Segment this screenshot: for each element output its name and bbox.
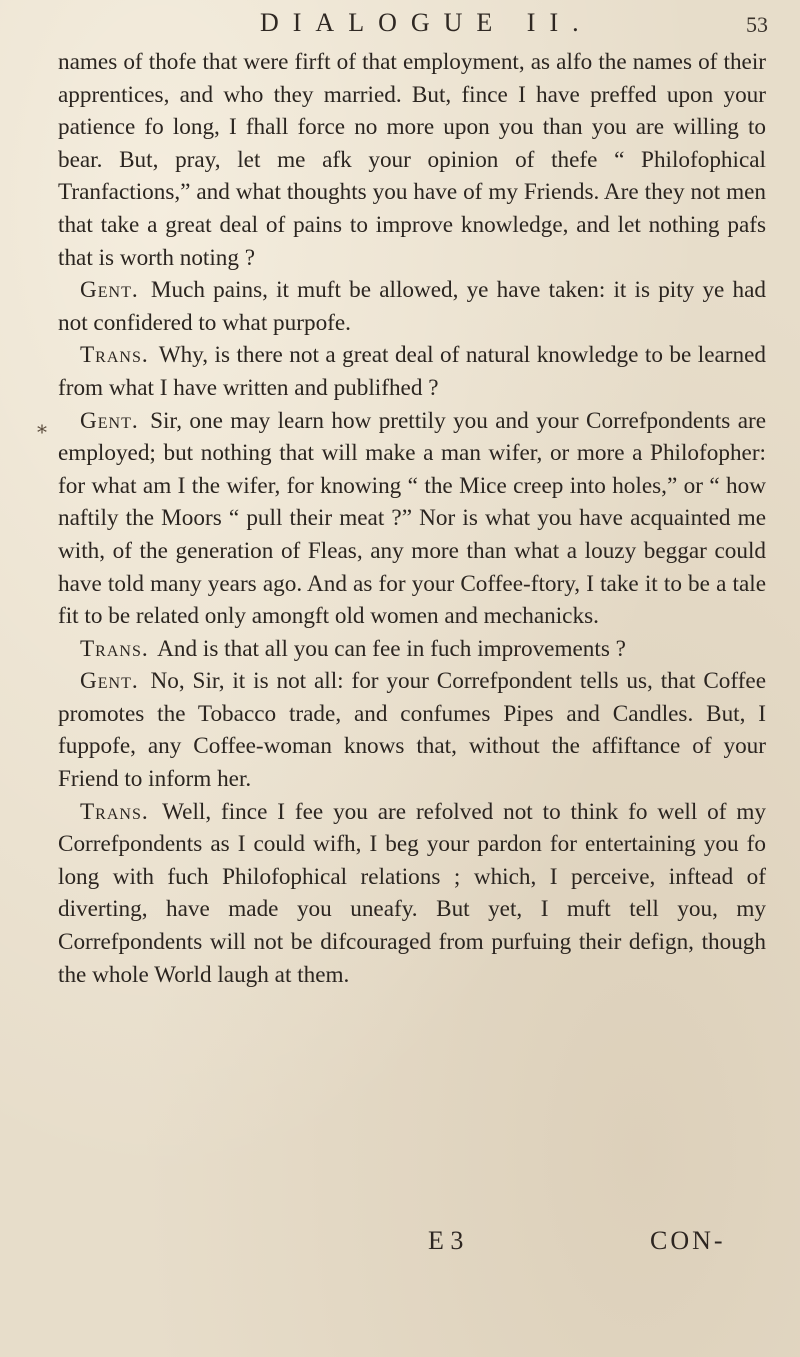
speaker-label: Gent.	[80, 277, 139, 304]
page-number: 53	[746, 12, 768, 37]
paragraph	[58, 339, 766, 404]
speaker-label: Trans.	[80, 635, 149, 662]
catchword: CON-	[650, 1226, 726, 1255]
paragraph-text: Much pains, it muft be allowed, ye have taken: it is pity ye had not confidered to what purpofe.	[58, 277, 767, 336]
paragraph-text: And is that all you can fee in fuch improvements ?	[157, 635, 626, 662]
paragraph-text: Why, is there not a great deal of natural knowledge to be learned from what I have written and publifhed ?	[58, 342, 766, 401]
running-head	[0, 8, 800, 44]
paragraph	[58, 405, 766, 633]
speaker-label: Gent.	[80, 407, 139, 434]
running-title: DIALOGUE II.	[260, 8, 593, 37]
paragraph	[58, 633, 766, 666]
page-footer	[0, 1226, 800, 1266]
speaker-label: Trans.	[80, 342, 149, 369]
speaker-label: Trans.	[80, 798, 149, 825]
body-text	[58, 46, 766, 991]
margin-mark-icon: ⁎	[37, 414, 47, 438]
paragraph-text: names of thofe that were firft of that employment, as alfo the names of their apprentices, and who they married. But, fince I have preffed upon your patience fo long, I fhall force no more upon you than you are willing to bear. But, pray, let me afk your opinion of thefe “ Philofophical Tranfactions,” and what thoughts you have of my Friends. Are they not men that take a great deal of pains to improve knowledge, and let nothing pafs that is worth noting ?	[58, 49, 766, 271]
paragraph	[58, 796, 766, 992]
paragraph-text: No, Sir, it is not all: for your Correfpondent tells us, that Coffee promotes the Tobacco trade, and confumes Pipes and Candles. But, I fuppofe, any Coffee-woman knows that, without the affiftance of your Friend to inform her.	[58, 668, 767, 793]
paragraph	[58, 46, 766, 274]
paragraph	[58, 274, 766, 339]
speaker-label: Gent.	[80, 668, 139, 695]
signature-mark: E 3	[428, 1226, 464, 1255]
paragraph-text: Well, fince I fee you are refolved not to think fo well of my Correfpondents as I could wifh, I beg your pardon for entertaining you fo long with fuch Philofophical relations ; which, I perceive, inftead of diverting, have made you uneafy. But yet, I muft tell you, my Correfpondents will not be difcouraged from purfuing their defign, though the whole World laugh at them.	[58, 798, 766, 988]
paragraph	[58, 665, 766, 795]
paragraph-text: Sir, one may learn how prettily you and your Correfpondents are employed; but nothing that will make a man wifer, or more a Philofopher: for what am I the wifer, for knowing “ the Mice creep into holes,” or “ how naftily the Moors “ pull their meat ?” Nor is what you have acquainted me with, of the generation of Fleas, any more than what a louzy beggar could have told many years ago. And as for your Coffee-ftory, I take it to be a tale fit to be related only amongft old women and mechanicks.	[58, 407, 766, 630]
